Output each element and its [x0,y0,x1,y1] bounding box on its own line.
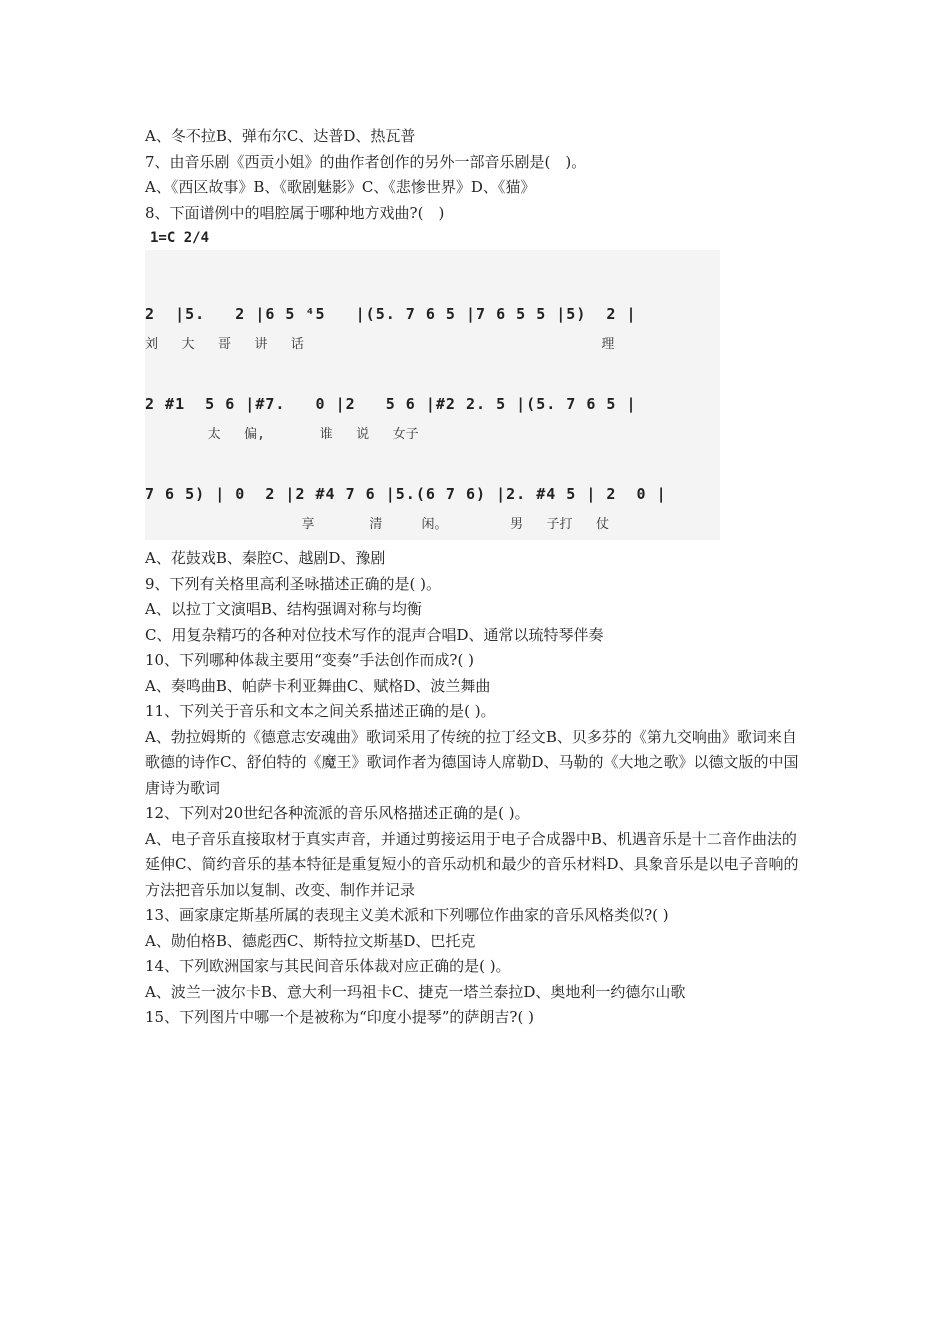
answer-options-14: A、波兰一波尔卡B、意大利一玛祖卡C、捷克一塔兰泰拉D、奥地利一约德尔山歌 [145,982,686,1001]
question-12: 12、下列对20世纪各种流派的音乐风格描述正确的是( )。 [145,804,530,822]
question-10: 10、下列哪种体裁主要用“变奏”手法创作而成?( ) [145,651,474,669]
document-page [145,124,810,1031]
question-13: 13、画家康定斯基所属的表现主义美术派和下列哪位作曲家的音乐风格类似?( ) [145,906,669,924]
answer-options-9a: A、以拉丁文演唱B、结构强调对称与均衡 [145,600,422,618]
question-8: 8、下面谱例中的唱腔属于哪种地方戏曲?( ) [145,203,445,222]
answer-options-11: A、勃拉姆斯的《德意志安魂曲》歌词采用了传统的拉丁经文B、贝多芬的《第九交响曲》歌词来自歌德的诗作C、舒伯特的《魔王》歌词作者为德国诗人席勒D、马勒的《大地之歌》以德文版的中国唐诗为歌词 [145,727,799,797]
answer-options-8: A、花鼓戏B、秦腔C、越剧D、豫剧 [145,549,386,567]
score-notes: 2 |5. 2 |6 5 ⁴5 |(5. 7 6 5 |7 6 5 5 |5) 2 | [145,305,637,323]
score-notes: 7 6 5) | 0 2 |2 #4 7 6 |5.(6 7 6) |2. #4 5 | 2 0 | [145,485,667,503]
score-key-signature: 1=C 2/4 [150,230,210,246]
answer-options-6: A、冬不拉B、弹布尔C、达普D、热瓦普 [145,127,416,145]
question-11: 11、下列关于音乐和文本之间关系描述正确的是( )。 [145,702,496,720]
score-lyrics: 刘 大 哥 讲 话 理 [145,337,615,352]
score-notes: 2 #1 5 6 |#7. 0 |2 5 6 |#2 2. 5 |(5. 7 6 5 | [145,395,637,413]
score-lyrics: 享 清 闲。 男 子打 仗 [145,517,610,532]
score-lyrics: 太 偏, 谁 说 女子 [145,427,419,442]
answer-options-10: A、奏鸣曲B、帕萨卡利亚舞曲C、赋格D、波兰舞曲 [145,676,491,695]
answer-options-12: A、电子音乐直接取材于真实声音，并通过剪接运用于电子合成器中B、机遇音乐是十二音作曲法的延伸C、简约音乐的基本特征是重复短小的音乐动机和最少的音乐材料D、具象音乐是以电子音响的方法把音乐加以复制、改变、制作并记录 [145,829,799,899]
question-14: 14、下列欧洲国家与其民间音乐体裁对应正确的是( )。 [145,957,511,975]
score-row-3 [145,485,725,532]
score-row-1 [145,305,725,352]
music-score-image [145,230,725,540]
answer-options-7: A、《西区故事》B、《歌剧魅影》C、《悲惨世界》D、《猫》 [145,178,536,196]
question-9: 9、下列有关格里高利圣咏描述正确的是( )。 [145,574,442,593]
answer-options-9b: C、用复杂精巧的各种对位技术写作的混声合唱D、通常以琉特琴伴奏 [145,625,604,644]
question-15: 15、下列图片中哪一个是被称为“印度小提琴”的萨朗吉?( ) [145,1008,534,1026]
answer-options-13: A、勋伯格B、德彪西C、斯特拉文斯基D、巴托克 [145,931,476,950]
question-7: 7、由音乐剧《西贡小姐》的曲作者创作的另外一部音乐剧是( )。 [145,152,587,171]
score-row-2 [145,395,725,442]
